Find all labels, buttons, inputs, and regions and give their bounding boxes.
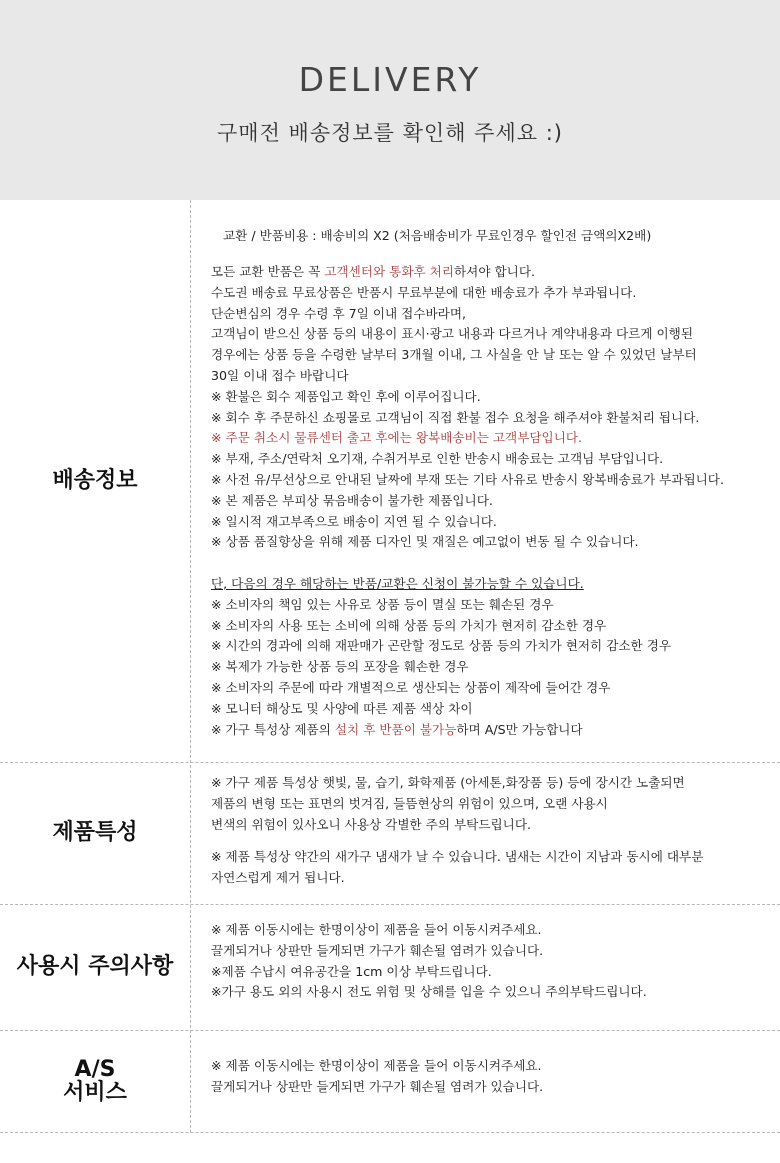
section-label-product: 제품특성 <box>52 820 138 846</box>
caution-line: ※제품 수납시 여유공간을 1cm 이상 부탁드립니다. <box>211 963 492 979</box>
exceptions-title: 단, 다음의 경우 해당하는 반품/교환은 신청이 불가능할 수 있습니다. <box>211 575 584 591</box>
exception-line: ※ 소비자의 사용 또는 소비에 의해 상품 등의 가치가 현저히 감소한 경우 <box>211 617 607 633</box>
page-subtitle: 구매전 배송정보를 확인해 주세요 :) <box>217 121 563 145</box>
delivery-line: 30일 이내 접수 바랍니다 <box>211 367 349 383</box>
exception-line: ※ 소비자의 주문에 따라 개별적으로 생산되는 상품이 제작에 들어간 경우 <box>211 679 611 695</box>
page-title: DELIVERY <box>298 60 482 99</box>
delivery-line: 고객님이 받으신 상품 등의 내용이 표시·광고 내용과 다르거나 계약내용과 다르게 이행된 <box>211 326 693 342</box>
delivery-line: ※ 환불은 회수 제품입고 확인 후에 이루어집니다. <box>211 388 481 404</box>
delivery-header <box>0 0 780 200</box>
delivery-line: 수도권 배송료 무료상품은 반품시 무료부분에 대한 배송료가 추가 부과됩니다. <box>211 284 637 300</box>
as-line: 끌게되거나 상판만 들게되면 가구가 훼손될 염려가 있습니다. <box>211 1078 544 1094</box>
delivery-cost-note: 교환 / 반품비용 : 배송비의 X2 (처음배송비가 무료인경우 할인전 금액의X2배) <box>223 228 652 243</box>
product-line: 자연스럽게 제거 됩니다. <box>211 870 345 886</box>
product-info-text <box>211 773 773 889</box>
delivery-line: ※ 본 제품은 부피상 묶음배송이 불가한 제품입니다. <box>211 492 493 508</box>
as-info-text <box>211 1056 773 1098</box>
product-line: ※ 제품 특성상 약간의 새가구 냄새가 날 수 있습니다. 냄새는 시간이 지남과 동시에 대부분 <box>211 849 704 865</box>
column-divider <box>190 200 191 1133</box>
product-line: ※ 가구 제품 특성상 햇빛, 물, 습기, 화학제품 (아세톤,화장품 등) 등에 장시간 노출되면 <box>211 775 685 790</box>
exception-line: ※ 시간의 경과에 의해 재판매가 곤란할 정도로 상품 등의 가치가 현저히 감소한 경우 <box>211 638 672 654</box>
delivery-line: ※ 사전 유/무선상으로 안내된 날짜에 부재 또는 기타 사유로 반송시 왕복배송료가 부과됩니다. <box>211 471 724 487</box>
delivery-info-text <box>211 262 773 740</box>
section-label-as: A/S 서비스 <box>63 1056 127 1105</box>
caution-line: 끌게되거나 상판만 들게되면 가구가 훼손될 염려가 있습니다. <box>211 942 544 958</box>
product-line: 변색의 위험이 있사오니 사용상 각별한 주의 부탁드립니다. <box>211 816 531 832</box>
delivery-line: ※ 일시적 재고부족으로 배송이 지연 될 수 있습니다. <box>211 513 497 529</box>
delivery-line: ※ 회수 후 주문하신 쇼핑몰로 고객님이 직접 환불 접수 요청을 해주셔야 환불처리 됩니다. <box>211 409 700 425</box>
caution-line: ※가구 용도 외의 사용시 전도 위험 및 상해를 입을 수 있으니 주의부탁드립니다. <box>211 984 647 1000</box>
delivery-line: 모든 교환 반품은 꼭 고객센터와 통화후 처리하셔야 합니다. <box>211 264 536 279</box>
delivery-line: ※ 부재, 주소/연락처 오기재, 수취거부로 인한 반송시 배송료는 고객님 부담입니다. <box>211 451 664 467</box>
caution-line: ※ 제품 이동시에는 한명이상이 제품을 들어 이동시켜주세요. <box>211 922 542 937</box>
delivery-line: 경우에는 상품 등을 수령한 날부터 3개월 이내, 그 사실을 안 날 또는 알 수 있었던 날부터 <box>211 347 697 363</box>
product-line: 제품의 변형 또는 표면의 벗겨짐, 들뜸현상의 위험이 있으며, 오랜 사용시 <box>211 795 608 811</box>
exception-line: ※ 모니터 해상도 및 사양에 따른 제품 색상 차이 <box>211 700 473 716</box>
exception-line: ※ 가구 특성상 제품의 설치 후 반품이 불가능하며 A/S만 가능합니다 <box>211 721 583 737</box>
delivery-line: ※ 주문 취소시 물류센터 출고 후에는 왕복배송비는 고객부담입니다. <box>211 430 583 446</box>
section-label-caution: 사용시 주의사항 <box>16 954 174 980</box>
exception-line: ※ 복제가 가능한 상품 등의 포장을 훼손한 경우 <box>211 659 469 675</box>
exception-line: ※ 소비자의 책임 있는 사유로 상품 등이 멸실 또는 훼손된 경우 <box>211 596 554 612</box>
section-label-delivery: 배송정보 <box>52 468 138 494</box>
delivery-line: ※ 상품 품질향상을 위해 제품 디자인 및 재질은 예고없이 변동 될 수 있습니다. <box>211 534 639 550</box>
delivery-line: 단순변심의 경우 수령 후 7일 이내 접수바라며, <box>211 305 467 321</box>
caution-info-text <box>211 920 773 1003</box>
as-line: ※ 제품 이동시에는 한명이상이 제품을 들어 이동시켜주세요. <box>211 1058 542 1073</box>
section-divider <box>0 1132 780 1133</box>
